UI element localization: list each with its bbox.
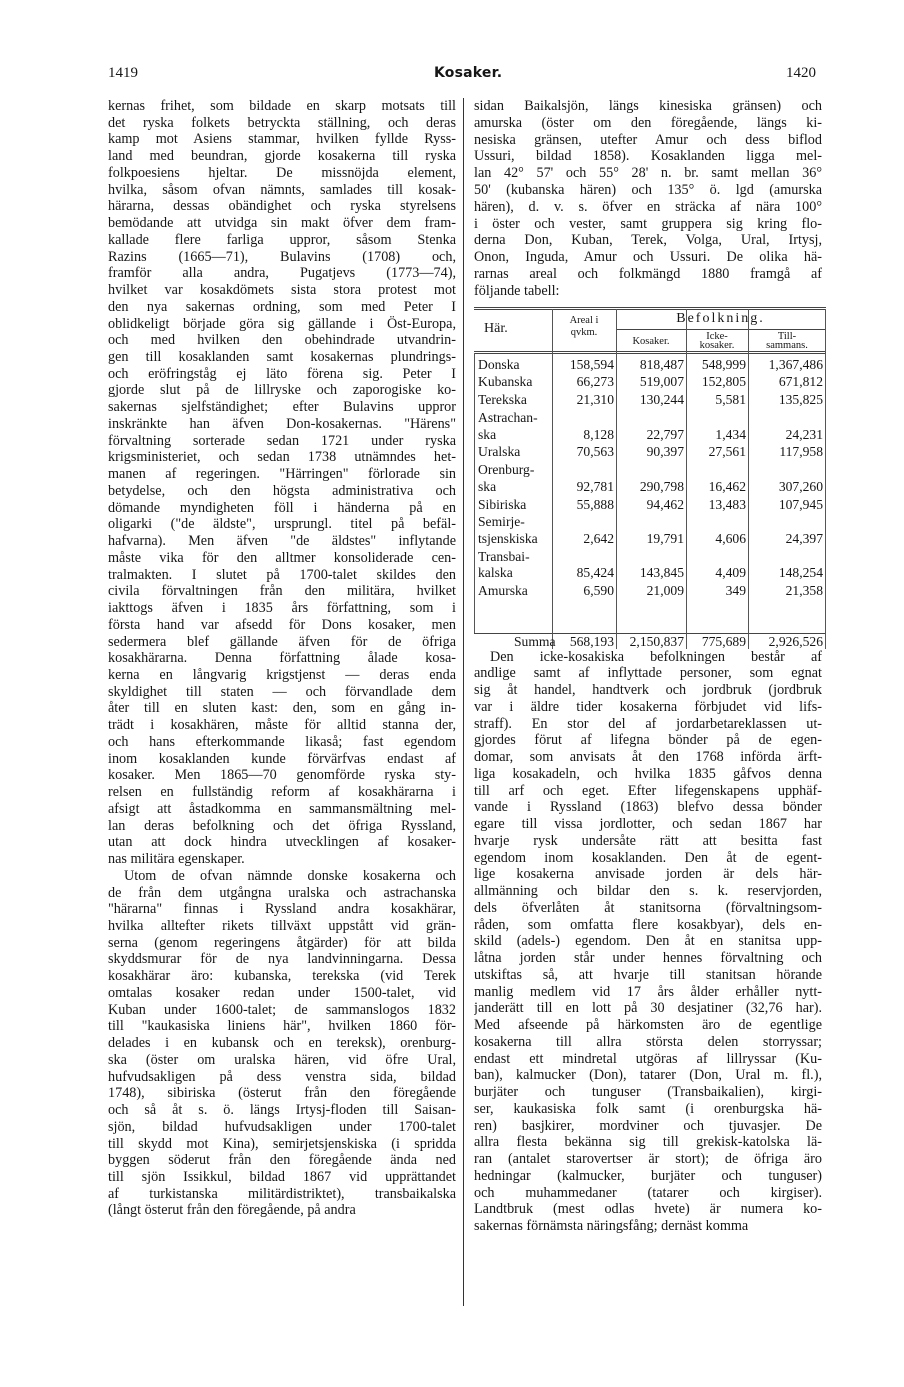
text-line: lan deras befolkning och det öfriga Ryssland, — [108, 817, 456, 834]
text-line: lige kosakerna anvisade jorden är dels här- — [474, 866, 822, 883]
text-line: hvilka alltefter rikets tillväxt uppstått vid grän- — [108, 917, 456, 934]
right-column-top-text — [474, 98, 822, 300]
text-line: Ussuri, bildad 1858). Kosaklanden ligga mel- — [474, 148, 822, 165]
table-column-rule — [748, 309, 749, 649]
text-line: nesiska gränsen, utefter Amur och dess biflod — [474, 131, 822, 148]
table-cell-kosaker: 290,798 — [639, 478, 684, 494]
table-cell-areal: 21,310 — [576, 392, 614, 408]
text-line: sedermera blef gällande äfven för de öfriga — [108, 633, 456, 650]
text-line: tralmakten. I slutet på 1700-talet skildes den — [108, 566, 456, 583]
text-line: och muhammedaner (tatarer och kirgiser). — [474, 1184, 822, 1201]
text-line: dels öfverlåten åt stanitsorna (förvaltningsom- — [474, 899, 822, 916]
page-number-right: 1420 — [786, 65, 816, 81]
text-line: sidan Baikalsjön, längs kinesiska gränsen) och — [474, 98, 822, 114]
text-line: ren) basjkirer, mordviner och tjuvasjer. De — [474, 1117, 822, 1134]
table-cell-till: 135,825 — [778, 392, 823, 408]
text-line: af turkistanska militärdistriktet), transbaikalska — [108, 1185, 456, 1202]
text-line: skyldighet till staten — och förvandlade dem — [108, 683, 456, 700]
text-line: liga kosakadeln, och hvilka 1835 gåfvos denna — [474, 765, 822, 782]
table-cell-kosaker: 22,797 — [646, 426, 684, 442]
text-line: det ryska folkets betryckta ställning, och deras — [108, 114, 456, 131]
table-row-name: Semirje- — [478, 514, 525, 530]
text-line: trädt i kosakhären, måste för alltid stanna der, — [108, 717, 456, 734]
text-line: ran (antalet starovertser är stort); de öfriga äro — [474, 1151, 822, 1168]
table-row-name: Amurska — [478, 582, 528, 598]
table-rule-header-bottom — [474, 351, 826, 352]
table-summa-label: Summa — [514, 633, 556, 649]
text-line: till "kaukasiska liniens här", hvilken 1860 för- — [108, 1018, 456, 1035]
table-cell-till: 107,945 — [778, 496, 823, 512]
table-cell-kosaker: 519,007 — [639, 374, 684, 390]
table-cell-till: 117,958 — [779, 444, 823, 460]
text-line: måste vika för den alltmer konsoliderade cen- — [108, 549, 456, 566]
text-line: "härarna" finnas i Ryssland andra kosakhärar, — [108, 901, 456, 918]
text-line: åter till en sluten kast: den, som en gång in- — [108, 700, 456, 717]
text-line: och med hvilken den obehindrade utvandrin- — [108, 332, 456, 349]
header-kosaker: Kosaker. — [632, 335, 670, 347]
text-line: 50' (kubanska hären) och 135° ö. lgd (amurska — [474, 181, 822, 198]
text-line: allra flesta bekänna sig till grekisk-katolska lä- — [474, 1134, 822, 1151]
table-cell-icke: 5,581 — [715, 392, 746, 408]
text-line: manen af regeringen. "Härringen" förlorade sin — [108, 466, 456, 483]
table-column-rule — [474, 353, 475, 633]
table-row-name: Kubanska — [478, 374, 533, 390]
table-cell-areal: 55,888 — [576, 496, 614, 512]
header-befolkning: Befolkning. — [676, 310, 765, 326]
text-line: första hand var afsedd för Dons kosaker, men — [108, 616, 456, 633]
table-cell-areal: 92,781 — [576, 478, 614, 494]
text-line: bemödande att utvidga sin makt öfver dem fram- — [108, 215, 456, 232]
text-line: till sjön Issikkul, bildad 1867 vid upprättandet — [108, 1169, 456, 1185]
page-title: Kosaker. — [434, 65, 503, 81]
table-cell-kosaker: 94,462 — [646, 496, 684, 512]
table-row-name: Terekska — [478, 392, 527, 408]
table-cell-areal: 66,273 — [576, 374, 614, 390]
text-line: civila förvaltningen från den militära, hvilket — [108, 583, 456, 600]
text-line: hären), d. v. s. öfver en sträcka af nära 100° — [474, 198, 822, 215]
page-number-left: 1419 — [108, 65, 138, 81]
table-cell-till: 1,367,486 — [768, 356, 823, 372]
text-line: nas militära egenskaper. — [108, 851, 245, 868]
text-line: hvarje rysk undersåte rätt att besitta fast — [474, 832, 822, 849]
text-line: oligarki ("de äldste", ursprungl. titel på befäl- — [108, 516, 456, 533]
text-line: iakttogs äfven i 1835 års författning, som i — [108, 600, 456, 617]
text-line: följande tabell: — [474, 282, 560, 299]
text-line: och hans efterkommande likaså; fast egendom — [108, 733, 456, 750]
table-rule-top-double — [474, 309, 826, 310]
text-line: kerna en långvarig krigstjenst — deras enda — [108, 666, 456, 683]
population-table — [474, 307, 826, 649]
text-line: utskiftas så, att hvarje till stanitsan hörande — [474, 966, 822, 983]
table-cell-till: 671,812 — [778, 374, 823, 390]
text-line: skild (adels-) egendom. Den åt en stanitsa upp- — [474, 933, 822, 950]
table-rule-top — [474, 307, 826, 308]
text-line: till skydd mot Kina), semirjetsjenskiska (i spridda — [108, 1135, 456, 1152]
text-line: 1748), sibiriska (österut från den föregående — [108, 1085, 456, 1102]
text-line: vande i Ryssland (1863) blefvo dessa bönder — [474, 799, 822, 816]
text-line: och eröfringståg ej läto förena sig. Peter I — [108, 365, 456, 382]
table-row-name: Sibiriska — [478, 496, 527, 512]
header-har: Här. — [484, 320, 508, 336]
table-cell-areal: 2,642 — [583, 530, 614, 546]
text-line: råden, som omfatta flere kosakbyar), dels en- — [474, 916, 822, 933]
text-line: inskränkte han äfven Don-kosakernas. "Härens" — [108, 415, 456, 432]
text-line: lan 42° 57' och 55° 28' n. br. samt mellan 36° — [474, 165, 822, 182]
table-cell-kosaker: 143,845 — [639, 564, 684, 580]
text-line: ser, kaukasiska folk samt (i orenburgska hä- — [474, 1100, 822, 1117]
text-line: kosakhärarna. Denna författning ålade kosa- — [108, 650, 456, 667]
table-row-name: Uralska — [478, 444, 521, 460]
table-cell-till: 21,358 — [785, 582, 823, 598]
table-cell-icke: 4,409 — [715, 564, 746, 580]
text-line: sig åt handel, handtverk och jordbruk (jordbruk — [474, 682, 822, 699]
text-line: kernas frihet, som bildade en skarp motsats till — [108, 98, 456, 114]
text-line: amurska (öster om den föregående, längs ki- — [474, 114, 822, 131]
text-line: hafvarna). Men äfven "de äldstes" inflytande — [108, 533, 456, 550]
table-column-rule — [825, 309, 826, 649]
text-line: rarnas areal och folkmängd 1880 framgå af — [474, 265, 822, 282]
table-row-name: Astrachan- — [478, 410, 538, 426]
text-line: sjön, bildad hufvudsakligen under 1700-talet — [108, 1118, 456, 1135]
table-cell-till: 24,397 — [785, 530, 823, 546]
header-till-2: sammans. — [766, 339, 808, 351]
text-line: den nya sakernas ordning, som med Peter I — [108, 298, 456, 315]
header-till-1: Till- — [777, 330, 797, 342]
text-line: härarna, dessas obändighet och ryska styrelsens — [108, 198, 456, 215]
text-line: egare till vissa jordlotter, och sedan 1867 har — [474, 816, 822, 833]
header-areal-2: qvkm. — [570, 326, 598, 338]
text-line: omtalas kosaker redan under 1500-talet, vid — [108, 984, 456, 1001]
text-line: ban), kalmucker (Don), tatarer (Don, Ural m. fl.), — [474, 1067, 822, 1084]
text-line: endast ett mindretal utgöras af lillryssar (Ku- — [474, 1050, 822, 1067]
table-column-rule — [552, 309, 553, 649]
text-line: Landtbruk (mest odlas hvete) är numera ko- — [474, 1201, 822, 1218]
text-line: och så åt s. ö. längs Irtysj-floden till Saisan- — [108, 1102, 456, 1119]
text-line: sakernas sjelfständighet; efter Bulavins uppror — [108, 399, 456, 416]
text-line: burjäter och tunguser (Transbaikalien), kirgi- — [474, 1084, 822, 1101]
text-line: kallade flere farliga uppror, såsom Stenka — [108, 231, 456, 248]
text-line: till arf och eget. Efter lifegenskapens upphäf- — [474, 782, 822, 799]
header-icke-1: Icke- — [706, 330, 728, 342]
text-line: oblidkeligt började göra sig gällande i Öst-Europa, — [108, 315, 456, 332]
text-line: sakernas förnämsta näringsfång; dernäst komma — [474, 1218, 749, 1235]
text-line: delades i en kubansk och en tereksk), orenburg- — [108, 1035, 456, 1052]
text-line: låtna jorden står under hennes förvaltning och — [474, 950, 822, 967]
table-cell-icke: 349 — [725, 582, 746, 598]
text-line: janderätt till en lott på 30 desjatiner (32,76 har). — [474, 1000, 822, 1017]
table-row-name: tsjenskiska — [478, 530, 538, 546]
table-cell-till: 24,231 — [785, 426, 823, 442]
table-row-name: ska — [478, 478, 497, 494]
table-column-rule — [686, 309, 687, 649]
table-cell-kosaker: 130,244 — [639, 392, 684, 408]
text-line: hedningar (kalmucker, burjäter och tunguser) — [474, 1167, 822, 1184]
table-cell-kosaker: 19,791 — [646, 530, 684, 546]
table-summa-areal: 568,193 — [569, 633, 614, 649]
table-row-name: ska — [478, 426, 497, 442]
table-cell-till: 307,260 — [778, 478, 823, 494]
text-line: i öster och vester, samt gruppera sig kring flo- — [474, 215, 822, 232]
table-cell-areal: 6,590 — [583, 582, 614, 598]
text-line: (långt österut från den föregående, på andra — [108, 1202, 356, 1219]
text-line: ska (öster om uralska hären, vid öfre Ural, — [108, 1051, 456, 1068]
table-cell-areal: 85,424 — [576, 564, 614, 580]
right-column-bottom-text — [474, 649, 822, 1235]
table-rule-befolkning — [616, 329, 826, 330]
table-cell-kosaker: 90,397 — [646, 444, 684, 460]
text-line: kamp mot Asiens stammar, hvilken fyllde Ryss- — [108, 131, 456, 148]
text-line: de från dem utgångna uralska och astrachanska — [108, 884, 456, 901]
text-line: allmänning och bildar den s. k. reservjorden, — [474, 883, 822, 900]
table-cell-areal: 158,594 — [569, 356, 614, 372]
table-summa-kosaker: 2,150,837 — [629, 633, 684, 649]
text-line: Razins (1665—71), Bulavins (1708) och, — [108, 248, 456, 265]
text-line: Den icke-kosakiska befolkningen består af — [490, 648, 822, 665]
text-line: Kuban under 1600-talet; de sammanslogos 1832 — [108, 1001, 456, 1018]
table-cell-icke: 27,561 — [708, 444, 746, 460]
table-summa-till: 2,926,526 — [768, 633, 823, 649]
text-line: var i äldre tider kosakerna förbjudet vid lifs- — [474, 698, 822, 715]
table-cell-icke: 548,999 — [701, 356, 746, 372]
text-line: framför alla andra, Pugatjevs (1773—74), — [108, 265, 456, 282]
table-cell-icke: 13,483 — [708, 496, 746, 512]
table-row-name: Donska — [478, 356, 520, 372]
text-line: Med afseende på härkomsten äro de egentlige — [474, 1017, 822, 1034]
text-line: gen till kosaklanden samt kosakernas plundrings- — [108, 349, 456, 366]
text-line: krigsministeriet, och sedan 1738 utnämndes het- — [108, 449, 456, 466]
header-areal-1: Areal i — [569, 314, 599, 326]
table-cell-icke: 152,805 — [701, 374, 746, 390]
text-line: dömande myndigheten föll i händerna på en — [108, 499, 456, 516]
table-summa-icke: 775,689 — [701, 633, 746, 649]
table-cell-areal: 70,563 — [576, 444, 614, 460]
text-line: hufvudsakligen på dess venstra sida, bildad — [108, 1068, 456, 1085]
text-line: hvilka, såsom ofvan nämnts, samlades till kosak- — [108, 181, 456, 198]
header-icke-2: kosaker. — [699, 339, 735, 351]
text-line: inom kosaklanden kunde förvärfvas endast af — [108, 750, 456, 767]
text-line: Utom de ofvan nämnde donske kosakerna och — [124, 867, 456, 884]
text-line: gjordes förut af lifegna bönder på de egen- — [474, 732, 822, 749]
text-line: land med beundran, gjorde kosakerna till ryska — [108, 148, 456, 165]
table-cell-icke: 16,462 — [708, 478, 746, 494]
text-line: serna (genom regeringens åtgärder) för att bilda — [108, 934, 456, 951]
table-cell-icke: 4,606 — [715, 530, 746, 546]
table-rule-header-double — [474, 353, 826, 354]
text-line: kosakhärar äro: kubanska, terekska (vid Terek — [108, 968, 456, 985]
text-line: gjorde slut på de lillryske och zaporogiske ko- — [108, 382, 456, 399]
text-line: Onon, Inguda, Amur och Ussuri. De olika hä- — [474, 249, 822, 266]
table-cell-icke: 1,434 — [715, 426, 746, 442]
table-row-name: Orenburg- — [478, 462, 535, 478]
text-line: andlige samt af inflyttade personer, som egnat — [474, 665, 822, 682]
left-column — [108, 98, 456, 1219]
text-line: egendom inom kosaklanden. Den åt de egent- — [474, 849, 822, 866]
text-line: förvaltning sorterade sedan 1721 under ryska — [108, 432, 456, 449]
table-row-name: kalska — [478, 564, 513, 580]
text-line: derna Don, Kuban, Terek, Volga, Ural, Irtysj, — [474, 232, 822, 249]
table-cell-kosaker: 818,487 — [639, 356, 684, 372]
right-column — [474, 98, 822, 1235]
column-divider — [463, 98, 464, 1306]
text-line: afsigt att åstadkomma en sammansmältning mel- — [108, 800, 456, 817]
text-line: byggen söderut från den föregående ända ned — [108, 1152, 456, 1169]
text-line: relsen en fullständig reform af kosakhärarna i — [108, 784, 456, 801]
text-line: skyddsmurar för de nya landvinningarna. Dessa — [108, 951, 456, 968]
text-line: straff). En stor del af jordarbetareklassen ut- — [474, 715, 822, 732]
table-cell-areal: 8,128 — [583, 426, 614, 442]
text-line: utan att dock hindra utvecklingen af kosaker- — [108, 834, 456, 851]
text-line: manlig medlem vid 17 års ålder erhåller nytt- — [474, 983, 822, 1000]
table-row-name: Transbai- — [478, 548, 530, 564]
text-line: kosakerna till allra största delen storryssar; — [474, 1033, 822, 1050]
text-line: domar, som anvisats åt den 1768 införda ärft- — [474, 749, 822, 766]
text-line: betydelse, och den högsta administrativa och — [108, 482, 456, 499]
text-line: hvilket var kosakdömets sista stora protest mot — [108, 282, 456, 299]
table-cell-till: 148,254 — [778, 564, 823, 580]
text-line: kosaker. Men 1865—70 genomförde ryska sty- — [108, 767, 456, 784]
text-line: folkpoesiens hjeltar. De missnöjda element, — [108, 164, 456, 181]
table-cell-kosaker: 21,009 — [646, 582, 684, 598]
table-column-rule — [616, 309, 617, 649]
